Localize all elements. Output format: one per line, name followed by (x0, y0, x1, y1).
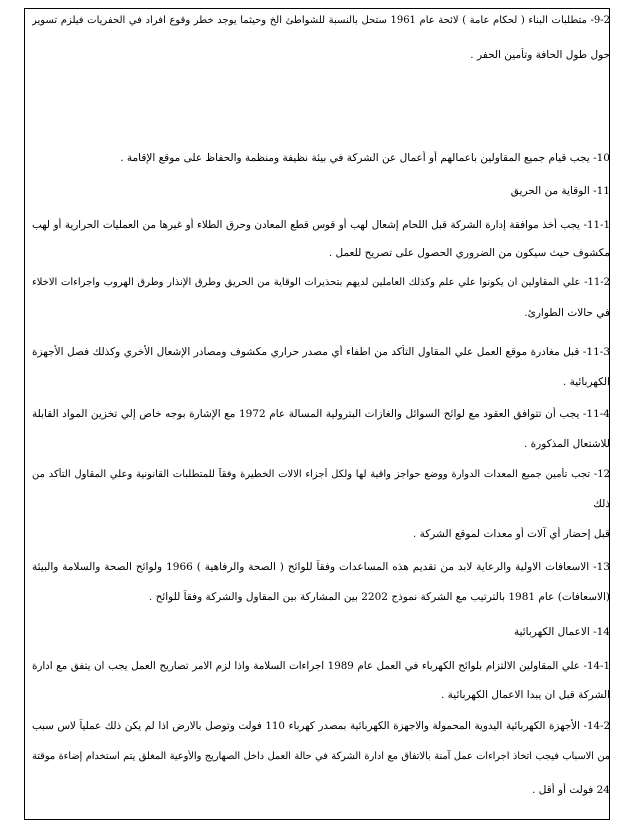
line-12-c: قبل إحضار أي آلات أو معدات لموقع الشركة . (412, 528, 610, 540)
line-11: 11- الوقاية من الحريق (510, 185, 610, 197)
line-14-2-b: من الاسباب فيجب اتخاذ اجراءات عمل آمنة بالاتفاق مع ادارة الشركة في حالة العمل داخل الصهاريج والأوعية المغلق يتم استخدام إضاءة موقتة (32, 751, 610, 762)
line-14-2-a: 14-2- الأجهزة الكهربائية اليدوية المحمولة والاجهزة الكهربائية بمصدر كهرباء 110 فولت وتوصل بالارض اذا لم يكن ذلك عملياً لاس سبب (32, 720, 610, 732)
line-11-3-a: 11-3- قبل مغادرة موقع العمل علي المقاول التأكد من اطفاء أي مصدر حراري مكشوف ومصادر الإشعال الأخري وكذلك فصل الأجهزة (32, 346, 610, 358)
line-11-3-b: الكهربائية . (562, 376, 610, 388)
line-14-1-b: الشركة قبل ان يبدا الاعمال الكهربائية . (440, 689, 610, 701)
line-14-1-a: 14-1- علي المقاولين الالتزام بلوائح الكهرباء في العمل عام 1989 اجراءات السلامة واذا لزم الامر تصاريح العمل يجب ان يتفق مع ادارة (32, 660, 610, 672)
line-12-a: 12- تجب تأمين جميع المعدات الدوارة ووضع حواجز واقية لها ولكل أجزاء الالات الخطيرة وفقاً للمتطلبات القانونية وعلي المقاول التأكد من (32, 469, 610, 480)
line-11-1-a: 11-1- يجب أخذ موافقة إدارة الشركة قبل اللحام إشعال لهب أو قوس قطع المعادن وحرق الطلاء أو غيرها من العمليات الحرارية أو لهب (32, 219, 610, 231)
line-9-2-a: 9-2- متطلبات البناء ( لحكام عامة ) لائحة عام 1961 ستحل بالنسبة للشواطئ الخ وحيثما يوجد خطر وقوع افراد في الحفريات فيلزم تسوير (32, 15, 610, 26)
line-9-2-b: حول طول الحافة وتأمين الحفر . (470, 49, 610, 61)
line-13-b: (الاسعافات) عام 1981 بالترتيب مع الشركة نموذج 2202 بين المشاركة بين المقاول والشركة وفقاً للوائح . (148, 591, 610, 603)
line-14-2-c: 24 فولت أو أقل . (532, 784, 610, 796)
line-11-2-b: في حالات الطوارئ. (524, 307, 610, 319)
line-11-2-a: 11-2- علي المقاولين ان يكونوا علي علم وكذلك العاملين لديهم بتحذيرات الوقاية من الحريق وطرق الإنذار وطرق الهروب واجراءات الاخلاء (32, 277, 610, 288)
line-11-1-b: مكشوف حيث سيكون من الضروري الحصول على تصريح للعمل . (328, 247, 610, 259)
line-11-4-a: 11-4- يجب أن تتوافق العقود مع لوائح السوائل والغازات البترولية المسالة عام 1972 مع الإشارة بوجه خاص إلي تخزين المواد القابلة (32, 408, 610, 420)
line-14: 14- الاعمال الكهربائية (513, 626, 610, 638)
line-10: 10- يجب قيام جميع المقاولين باعمالهم أو أعمال عن الشركة في بيئة نظيفة ومنظمة والحفاظ على موقع الإقامة . (120, 152, 610, 164)
line-12-b: ذلك (593, 498, 610, 510)
line-11-4-b: للاشتعال المذكورة . (523, 438, 610, 450)
line-13-a: 13- الاسعافات الاولية والرعاية لابد من تقديم هذه المساعدات وفقاً للوائح ( الصحة والرفاهية ) 1966 ولوائح الصحة والسلامة والبيئة (32, 561, 610, 573)
